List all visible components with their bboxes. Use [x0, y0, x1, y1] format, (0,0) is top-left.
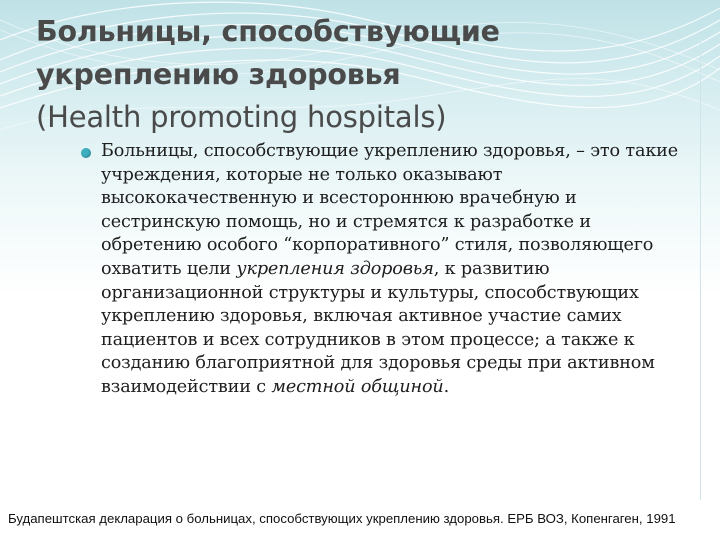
slide-title [36, 10, 656, 139]
source-footnote: Будапештская декларация о больницах, способствующих укреплению здоровья. ЕРБ ВОЗ, Копенгаген, 1991 [8, 511, 676, 526]
right-divider-line [700, 40, 701, 500]
bullet-text [79, 140, 691, 400]
bullet-italic-local-community: местной общиной [271, 376, 444, 397]
bullet-text-part-3: . [443, 376, 450, 397]
bullet-italic-health-promotion: укрепления здоровья [236, 258, 434, 279]
title-line-1: Больницы, способствующие [36, 15, 500, 48]
bullet-item [79, 140, 691, 400]
title-line-3: (Health promoting hospitals) [36, 100, 447, 134]
title-line-2: укреплению здоровья [36, 58, 401, 91]
bullet-text-part-1: Больницы, способствующие укреплению здоровья, – это такие учреждения, которые не только оказывают высококачественную и всестороннюю врачебную и сестринскую помощь, но и стремятся к разработке и обретению особого “корпоративного” стиля, позволяющего охватить цели [101, 141, 679, 279]
bullet-text-part-2: , к развитию организационной структуры и культуры, способствующих укреплению здоровья, включая активное участие самих пациентов и всех сотрудников в этом процессе; а также к созданию благоприятной для здоровья среды при активном взаимодействии с [101, 258, 655, 397]
